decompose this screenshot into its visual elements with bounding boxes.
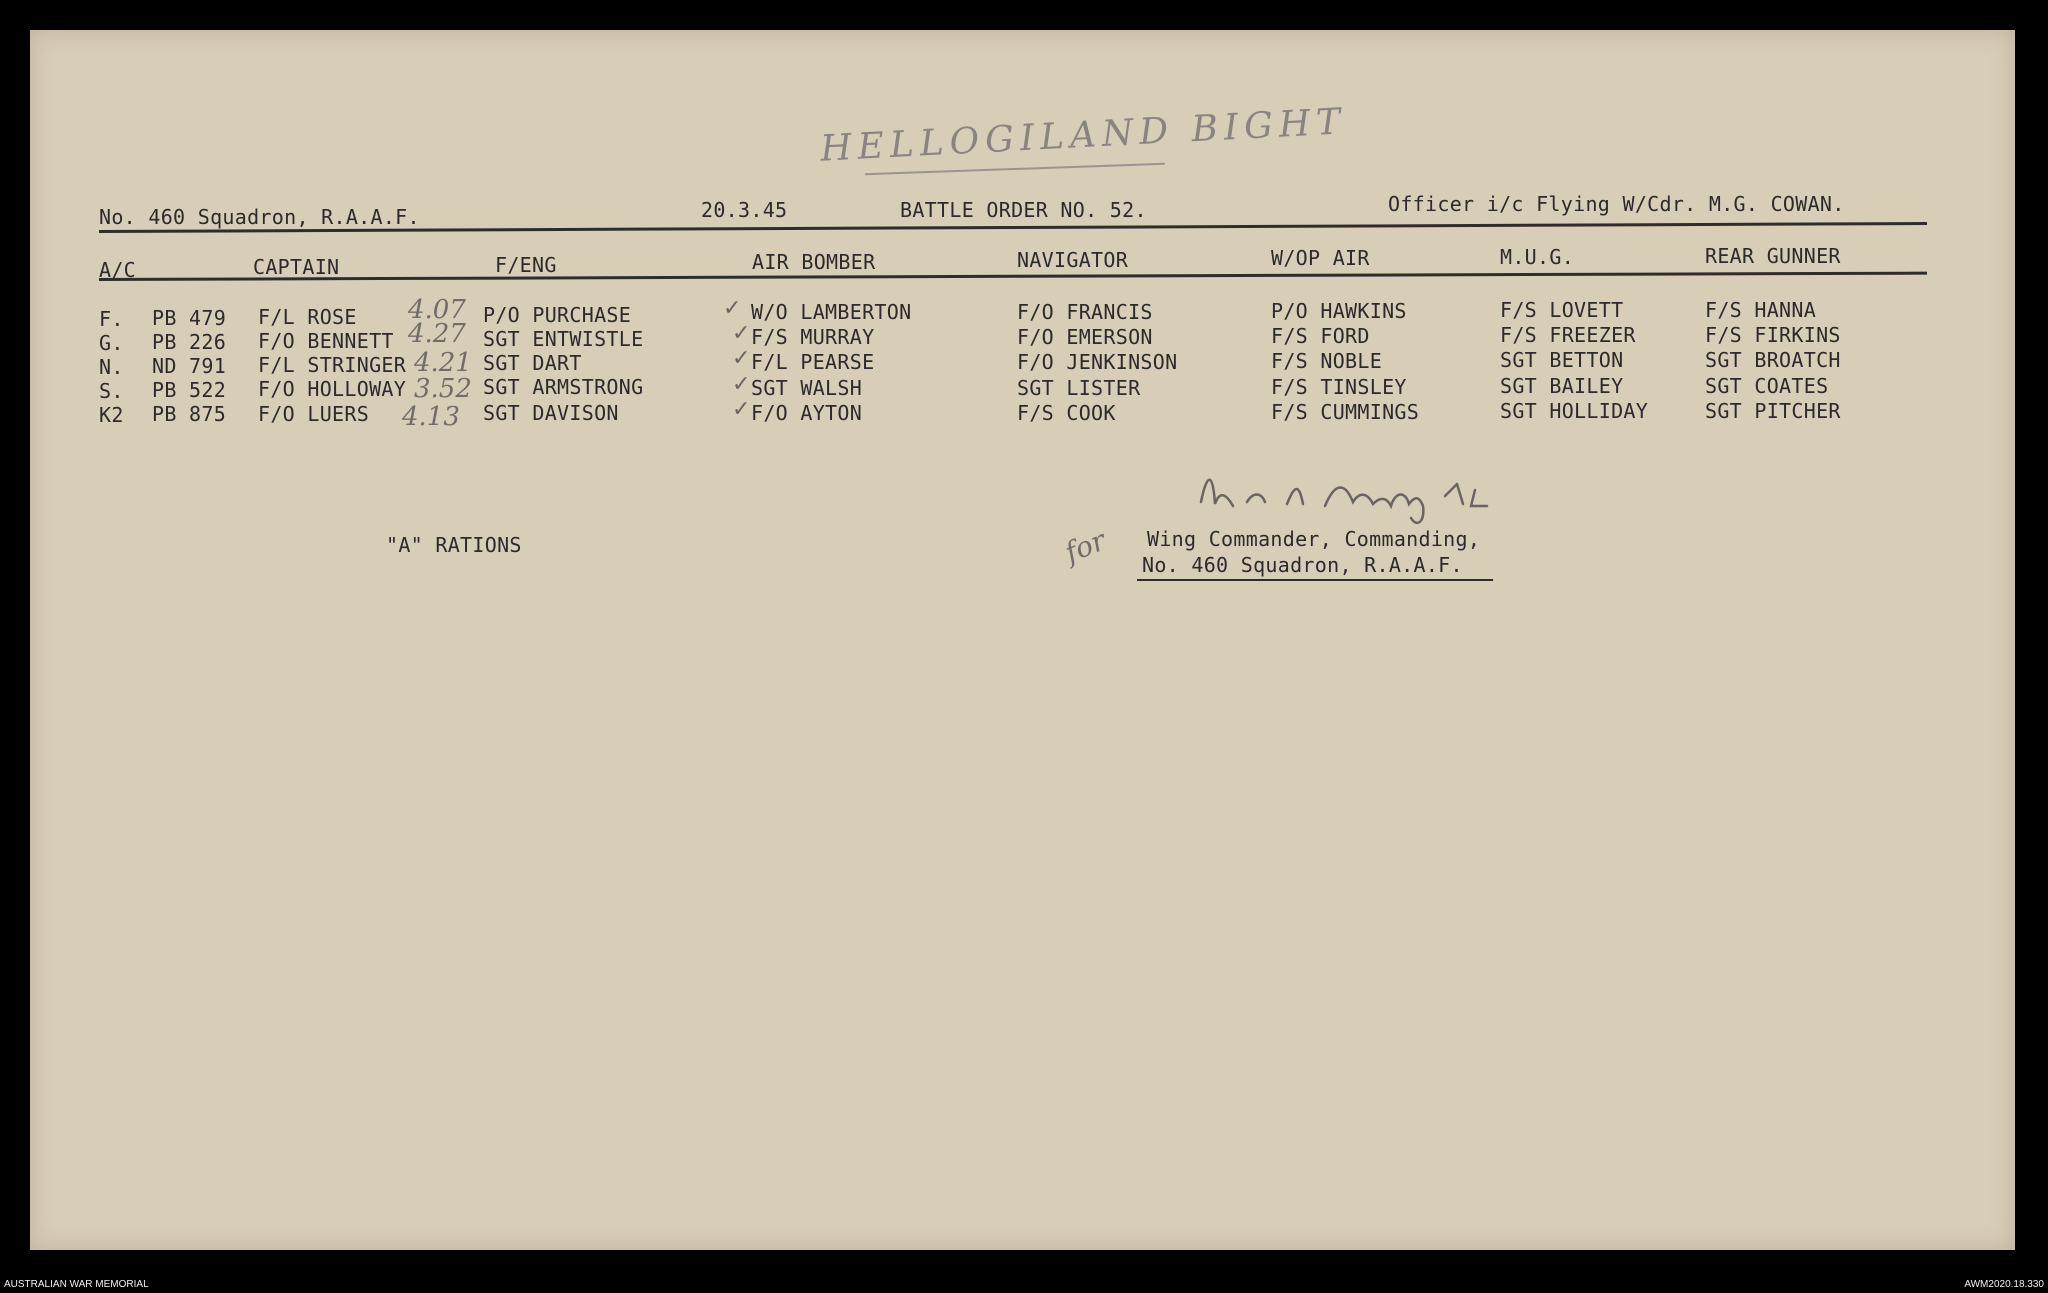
column-header: W/OP AIR xyxy=(1271,246,1370,270)
aircraft-serial: PB 875 xyxy=(152,402,227,426)
column-header: REAR GUNNER xyxy=(1705,244,1841,268)
aircraft-serial: PB 479 xyxy=(152,306,227,330)
officer-in-charge: Officer i/c Flying W/Cdr. M.G. COWAN. xyxy=(1388,192,1845,216)
captain-name: F/O LUERS xyxy=(258,402,370,426)
engineer-name: SGT ARMSTRONG xyxy=(483,375,644,399)
column-header: AIR BOMBER xyxy=(752,250,876,274)
signature-line-1: Wing Commander, Commanding, xyxy=(1147,527,1481,551)
aircraft-letter: N. xyxy=(99,355,124,379)
handwritten-time: 4.21 xyxy=(414,348,472,378)
aircraft-serial: PB 226 xyxy=(152,330,227,354)
column-header: CAPTAIN xyxy=(253,255,340,279)
rear-gunner-name: F/S HANNA xyxy=(1705,298,1817,322)
bomber-name: SGT WALSH xyxy=(751,376,863,400)
mug-name: SGT BETTON xyxy=(1500,348,1624,372)
column-header: A/C xyxy=(99,258,137,282)
aircraft-letter: K2 xyxy=(99,403,124,427)
wop-name: F/S FORD xyxy=(1271,324,1370,348)
engineer-name: SGT DAVISON xyxy=(483,401,619,425)
squadron-title: No. 460 Squadron, R.A.A.F. xyxy=(99,205,420,229)
handwritten-time: 4.27 xyxy=(408,319,466,349)
wop-name: F/S TINSLEY xyxy=(1271,375,1407,399)
aircraft-letter: F. xyxy=(99,307,124,331)
captain-name: F/O HOLLOWAY xyxy=(258,377,407,401)
checkmark-icon: ✓ xyxy=(732,397,751,422)
wop-name: F/S NOBLE xyxy=(1271,349,1383,373)
aircraft-letter: S. xyxy=(99,379,124,403)
battle-order-number: BATTLE ORDER NO. 52. xyxy=(900,198,1147,222)
checkmark-icon: ✓ xyxy=(732,346,751,371)
aircraft-serial: PB 522 xyxy=(152,378,227,402)
handwritten-time: 3.52 xyxy=(414,374,472,404)
bomber-name: W/O LAMBERTON xyxy=(751,300,912,324)
rear-gunner-name: SGT PITCHER xyxy=(1705,399,1841,423)
signature-scribble xyxy=(1195,462,1525,532)
aircraft-letter: G. xyxy=(99,331,124,355)
navigator-name: F/S COOK xyxy=(1017,401,1116,425)
column-header: F/ENG xyxy=(495,253,557,277)
engineer-name: P/O PURCHASE xyxy=(483,303,632,327)
navigator-name: SGT LISTER xyxy=(1017,376,1141,400)
mug-name: SGT BAILEY xyxy=(1500,374,1624,398)
column-header: M.U.G. xyxy=(1500,245,1575,269)
captain-name: F/L ROSE xyxy=(258,305,357,329)
order-date: 20.3.45 xyxy=(701,198,788,222)
document-sheet xyxy=(30,30,2015,1250)
archive-credit: AUSTRALIAN WAR MEMORIAL xyxy=(4,1279,149,1290)
handwritten-time: 4.13 xyxy=(402,402,460,432)
captain-name: F/O BENNETT xyxy=(258,329,394,353)
checkmark-icon: ✓ xyxy=(723,296,742,321)
signature-underline xyxy=(1137,579,1493,581)
rear-gunner-name: F/S FIRKINS xyxy=(1705,323,1841,347)
mug-name: SGT HOLLIDAY xyxy=(1500,399,1649,423)
bomber-name: F/L PEARSE xyxy=(751,350,875,374)
wop-name: P/O HAWKINS xyxy=(1271,299,1407,323)
rear-gunner-name: SGT COATES xyxy=(1705,374,1829,398)
column-header: NAVIGATOR xyxy=(1017,248,1129,272)
signature-for-mark: for xyxy=(1060,523,1111,570)
rations-note: "A" RATIONS xyxy=(386,533,522,557)
engineer-name: SGT DART xyxy=(483,351,582,375)
mug-name: F/S LOVETT xyxy=(1500,298,1624,322)
rear-gunner-name: SGT BROATCH xyxy=(1705,348,1841,372)
mug-name: F/S FREEZER xyxy=(1500,323,1636,347)
handwritten-time: 4.07 xyxy=(408,295,466,325)
captain-name: F/L STRINGER xyxy=(258,353,407,377)
bomber-name: F/S MURRAY xyxy=(751,325,875,349)
signature-line-2: No. 460 Squadron, R.A.A.F. xyxy=(1142,553,1463,577)
handwritten-title: HELLOGILAND BIGHT xyxy=(819,101,1348,170)
navigator-name: F/O FRANCIS xyxy=(1017,300,1153,324)
checkmark-icon: ✓ xyxy=(732,372,751,397)
checkmark-icon: ✓ xyxy=(732,321,751,346)
archive-reference: AWM2020.18.330 xyxy=(1964,1279,2044,1290)
aircraft-serial: ND 791 xyxy=(152,354,227,378)
navigator-name: F/O EMERSON xyxy=(1017,325,1153,349)
bomber-name: F/O AYTON xyxy=(751,401,863,425)
engineer-name: SGT ENTWISTLE xyxy=(483,327,644,351)
wop-name: F/S CUMMINGS xyxy=(1271,400,1420,424)
column-header-rule xyxy=(99,272,1927,281)
navigator-name: F/O JENKINSON xyxy=(1017,350,1178,374)
